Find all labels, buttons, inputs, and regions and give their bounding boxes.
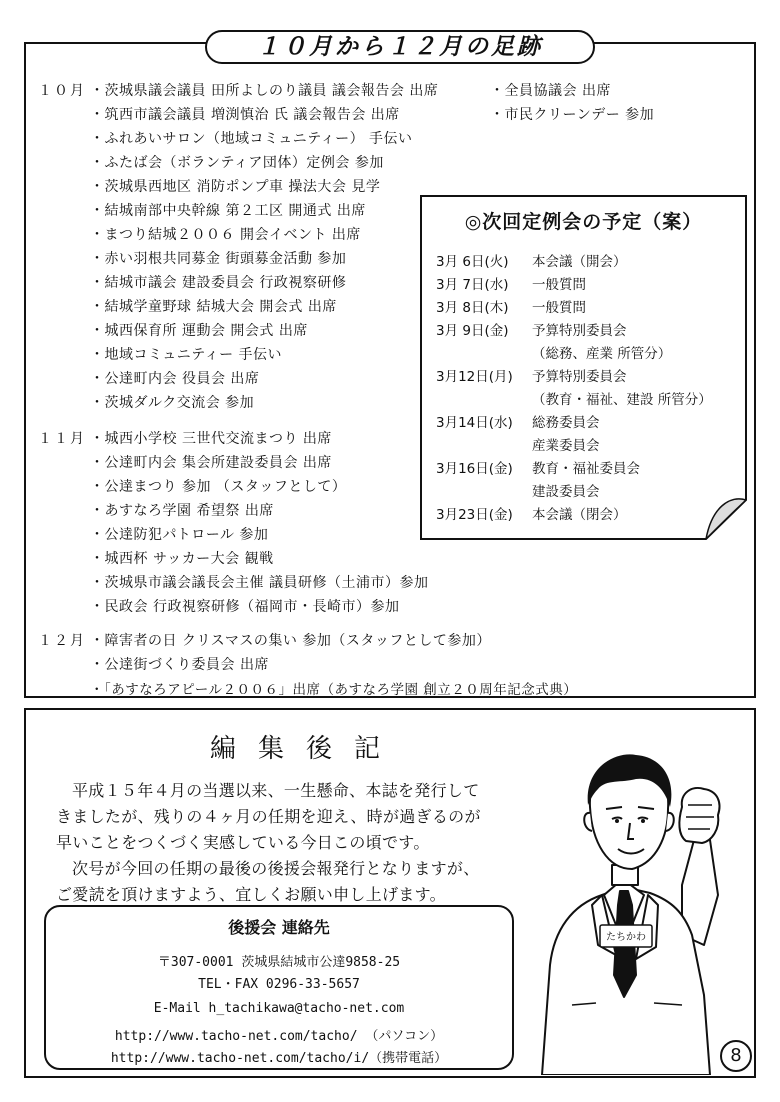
editorial-title: 編集後記 [210, 734, 403, 764]
list-item: ・全員協議会 出席 [490, 83, 611, 99]
contact-address: 〒307-0001 茨城県結城市公達9858-25 [157, 955, 401, 970]
list-item: ・民政会 行政視察研修（福岡市・長崎市）参加 [90, 599, 400, 615]
editorial-line: 早いことをつくづく実感している今日この頃です。 [56, 833, 430, 852]
page-number: 8 [720, 1040, 752, 1072]
schedule-content: （教育・福祉、建設 所管分） [532, 392, 712, 408]
list-item: ・城西保育所 運動会 開会式 出席 [90, 323, 308, 339]
activity-title: １０月から１２月の足跡 [205, 30, 595, 64]
list-item: ・あすなろ学園 希望祭 出席 [90, 503, 274, 519]
editorial-line: 平成１５年４月の当選以来、一生懸命、本誌を発行して [72, 781, 480, 800]
editorial-line: ご愛読を頂けますよう、宜しくお願い申し上げます。 [56, 885, 446, 904]
list-item: ・茨城県議会議員 田所よしのり議員 議会報告会 出席 [90, 83, 439, 99]
list-item: ・城西小学校 三世代交流まつり 出席 [90, 431, 332, 447]
list-item: ・結城市議会 建設委員会 行政視察研修 [90, 275, 347, 291]
list-item: ・公達まつり 参加 （スタッフとして） [90, 479, 347, 495]
list-item: ・地域コミュニティー 手伝い [90, 347, 283, 363]
contact-email-link[interactable]: E-Mail h_tachikawa@tacho-net.com [153, 1001, 405, 1016]
contact-tel: TEL・FAX 0296-33-5657 [198, 977, 360, 992]
name-tag: たちかわ [606, 932, 646, 943]
list-item: ・まつり結城２００６ 開会イベント 出席 [90, 227, 361, 243]
schedule-date: 3月16日(金) [436, 461, 513, 477]
list-item: ・ふれあいサロン（地域コミュニティー） 手伝い [90, 131, 413, 147]
schedule-content: 教育・福祉委員会 [532, 461, 640, 477]
list-item: ・障害者の日 クリスマスの集い 参加（スタッフとして参加） [90, 633, 491, 649]
schedule-content: 建設委員会 [532, 484, 600, 500]
schedule-content: 予算特別委員会 [532, 323, 627, 339]
contact-url-pc-link[interactable]: http://www.tacho-net.com/tacho/ （パソコン） [114, 1029, 444, 1044]
list-item: ・茨城ダルク交流会 参加 [90, 395, 255, 411]
list-item: ・公達街づくり委員会 出席 [90, 657, 269, 673]
contact-url-mobile-link[interactable]: http://www.tacho-net.com/tacho/i/（携帯電話） [110, 1051, 448, 1066]
schedule-date: 3月14日(水) [436, 415, 513, 431]
schedule-date: 3月 8日(木) [436, 300, 509, 316]
list-item: ・公達町内会 役員会 出席 [90, 371, 260, 387]
list-item: ・結城学童野球 結城大会 開会式 出席 [90, 299, 337, 315]
schedule-date: 3月 7日(水) [436, 277, 509, 293]
schedule-content: 一般質問 [532, 277, 586, 293]
month-label-dec: １２月 [38, 633, 86, 649]
list-item: ・城西杯 サッカー大会 観戦 [90, 551, 274, 567]
schedule-title: ◎次回定例会の予定（案） [464, 211, 703, 233]
contact-title: 後援会 連絡先 [228, 918, 330, 937]
schedule-note [420, 195, 747, 540]
list-item: ・茨城県市議会議長会主催 議員研修（土浦市）参加 [90, 575, 429, 591]
contact-panel [44, 905, 514, 1070]
schedule-content: 本会議（閉会） [532, 507, 627, 523]
schedule-date: 3月 9日(金) [436, 323, 509, 339]
list-item: ・結城南部中央幹線 第２工区 開通式 出席 [90, 203, 366, 219]
schedule-content: 一般質問 [532, 300, 586, 316]
schedule-date: 3月12日(月) [436, 369, 513, 385]
list-item: ・「あすなろアピール２００６」出席（あすなろ学園 創立２０周年記念式典） [90, 682, 578, 698]
month-label-nov: １１月 [38, 431, 86, 447]
month-label-oct: １０月 [38, 83, 86, 99]
list-item: ・赤い羽根共同募金 街頭募金活動 参加 [90, 251, 347, 267]
list-item: ・公達町内会 集会所建設委員会 出席 [90, 455, 332, 471]
schedule-content: 総務委員会 [532, 415, 600, 431]
schedule-content: 予算特別委員会 [532, 369, 627, 385]
list-item: ・茨城県西地区 消防ポンプ車 操法大会 見学 [90, 179, 381, 195]
schedule-content: 本会議（開会） [532, 254, 627, 270]
list-item: ・筑西市議会議員 増渕慎治 氏 議会報告会 出席 [90, 107, 400, 123]
schedule-content: （総務、産業 所管分） [532, 346, 672, 362]
schedule-date: 3月23日(金) [436, 507, 513, 523]
list-item: ・市民クリーンデー 参加 [490, 107, 655, 123]
list-item: ・ふたば会（ボランティア団体）定例会 参加 [90, 155, 384, 171]
editorial-line: 次号が今回の任期の最後の後援会報発行となりますが、 [72, 859, 480, 878]
schedule-date: 3月 6日(火) [436, 254, 509, 270]
schedule-content: 産業委員会 [532, 438, 600, 454]
list-item: ・公達防犯パトロール 参加 [90, 527, 269, 543]
person-illustration-icon [532, 745, 732, 1075]
editorial-line: きましたが、残りの４ヶ月の任期を迎え、時が過ぎるのが [56, 807, 481, 826]
